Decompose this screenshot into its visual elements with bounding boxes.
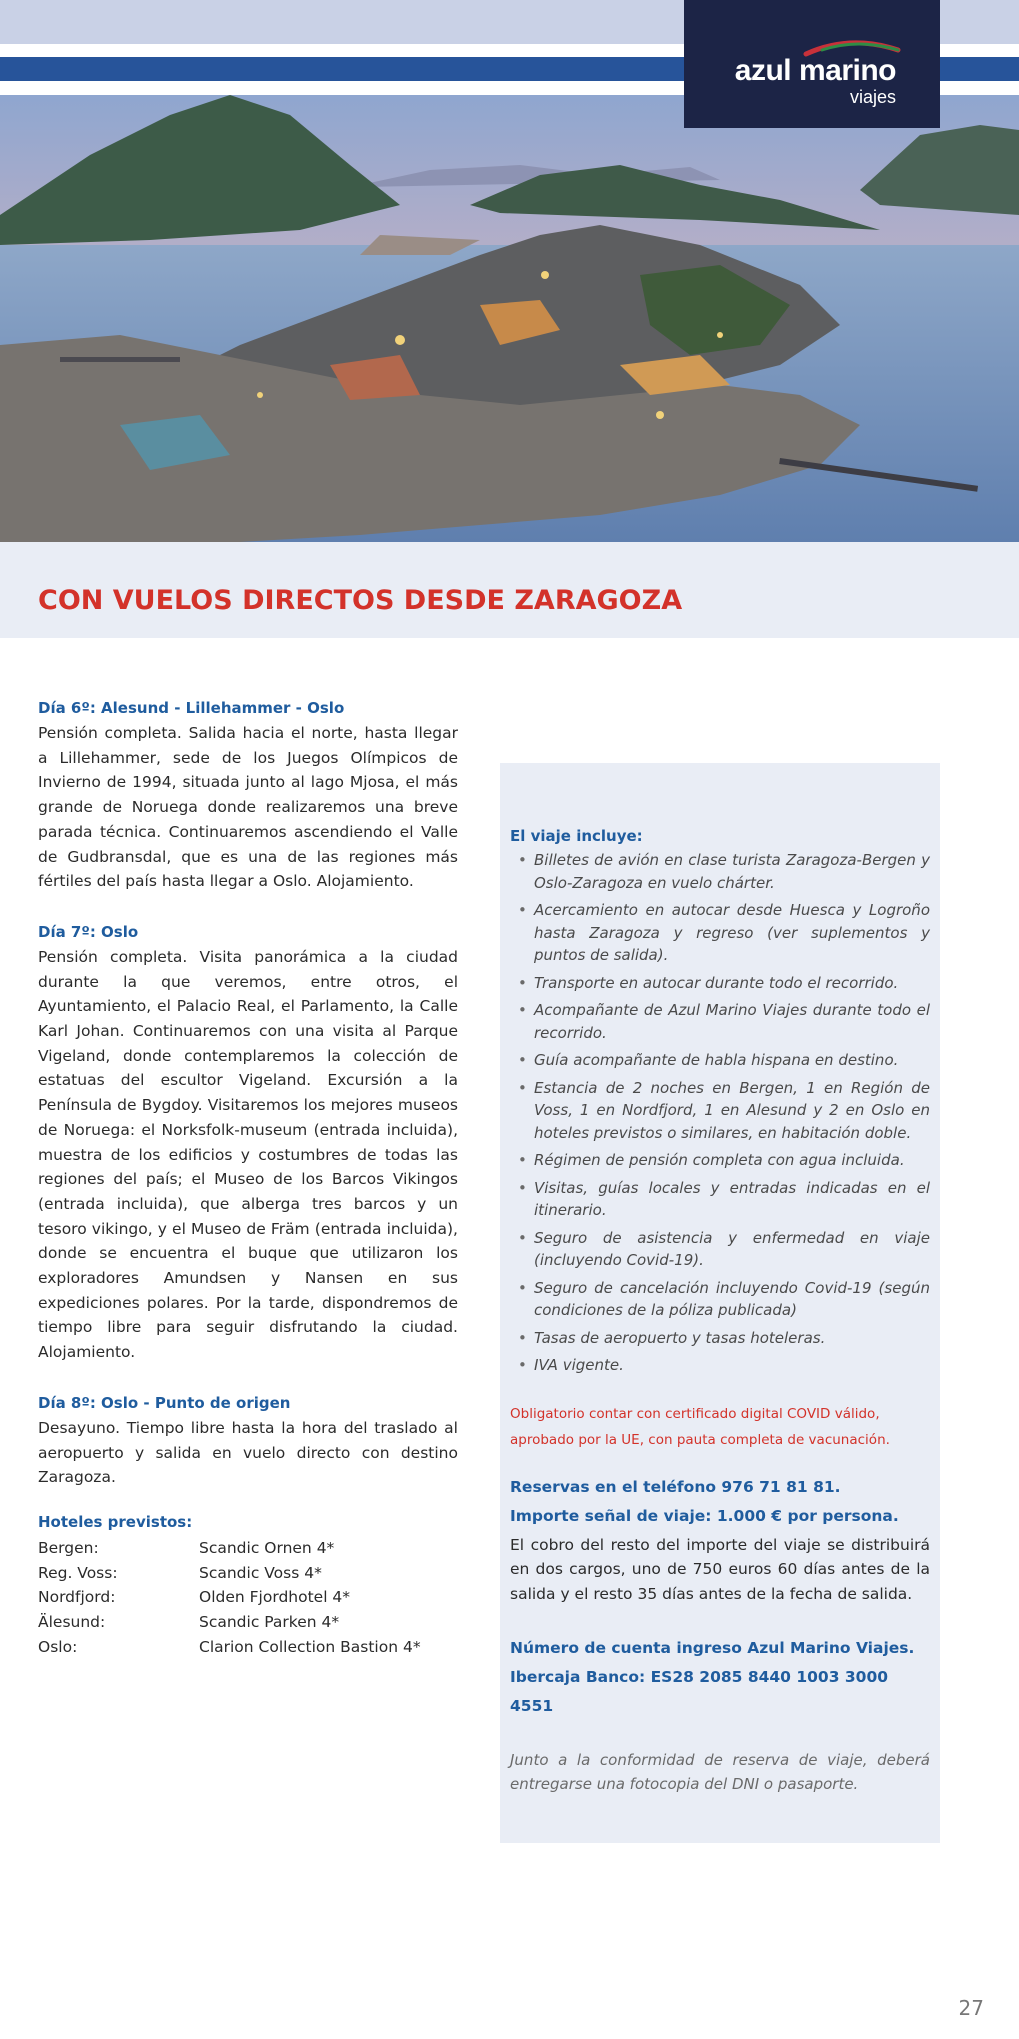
day-title: Día 7º: Oslo bbox=[38, 922, 139, 941]
hotels-section bbox=[38, 1511, 458, 1660]
includes-item: • Guía acompañante de habla hispana en destino. bbox=[510, 1049, 930, 1072]
day-8-section bbox=[38, 1392, 458, 1490]
document-note: Junto a la conformidad de reserva de viaje, deberá entregarse una fotocopia del DNI o pasaporte. bbox=[510, 1750, 930, 1793]
info-panel bbox=[500, 763, 940, 1843]
brand-logo bbox=[684, 0, 940, 128]
hotel-row bbox=[38, 1536, 458, 1561]
day-title: Día 8º: Oslo - Punto de origen bbox=[38, 1393, 291, 1412]
hotel-city: Älesund: bbox=[38, 1613, 106, 1632]
hotel-row bbox=[38, 1610, 458, 1635]
hotel-name: Scandic Ornen 4* bbox=[199, 1539, 335, 1557]
day-title: Día 6º: Alesund - Lillehammer - Oslo bbox=[38, 699, 345, 717]
includes-list bbox=[510, 849, 930, 1377]
account-title: Número de cuenta ingreso Azul Marino Viajes. bbox=[510, 1638, 915, 1657]
includes-item: • Transporte en autocar durante todo el recorrido. bbox=[510, 972, 930, 995]
includes-item: • Seguro de asistencia y enfermedad en viaje (incluyendo Covid-19). bbox=[510, 1227, 930, 1272]
logo-subtitle: viajes bbox=[849, 87, 896, 107]
logo-name: azul marino bbox=[734, 54, 896, 87]
hotels-title: Hoteles previstos: bbox=[38, 1513, 193, 1531]
includes-item: • Billetes de avión en clase turista Zaragoza-Bergen y Oslo-Zaragoza en vuelo chárter. bbox=[510, 849, 930, 894]
deposit-amount: Importe señal de viaje: 1.000 € por persona. bbox=[510, 1506, 899, 1525]
includes-item: • Acompañante de Azul Marino Viajes durante todo el recorrido. bbox=[510, 999, 930, 1044]
includes-item: • Régimen de pensión completa con agua incluida. bbox=[510, 1149, 930, 1172]
alesund-illustration bbox=[0, 95, 1019, 542]
account-number: Ibercaja Banco: ES28 2085 8440 1003 3000 4551 bbox=[510, 1667, 889, 1715]
hotel-city: Oslo: bbox=[38, 1637, 78, 1656]
includes-item: • Seguro de cancelación incluyendo Covid-19 (según condiciones de la póliza publicada) bbox=[510, 1277, 930, 1322]
hotel-row bbox=[38, 1635, 458, 1660]
includes-item: • Visitas, guías locales y entradas indicadas en el itinerario. bbox=[510, 1177, 930, 1222]
destination-photo bbox=[0, 95, 1019, 542]
day-6-section bbox=[38, 697, 458, 894]
day-7-section bbox=[38, 921, 458, 1365]
includes-item: • Acercamiento en autocar desde Huesca y Logroño hasta Zaragoza y regreso (ver suplementos y puntos de salida). bbox=[510, 899, 930, 967]
includes-title: El viaje incluye: bbox=[510, 827, 643, 845]
includes-item: • Estancia de 2 noches en Bergen, 1 en Región de Voss, 1 en Nordfjord, 1 en Alesund y 2 en Oslo en hoteles previstos o similares, en habitación doble. bbox=[510, 1077, 930, 1145]
hotel-name: Scandic Parken 4* bbox=[199, 1613, 340, 1632]
page-number: 27 bbox=[958, 1996, 984, 2020]
includes-item: • IVA vigente. bbox=[510, 1354, 930, 1377]
payment-terms: El cobro del resto del importe del viaje se distribuirá en dos cargos, uno de 750 euros 60 días antes de la salida y el resto 35 días antes de la fecha de salida. bbox=[510, 1535, 930, 1603]
covid-notice: Obligatorio contar con certificado digital COVID válido, aprobado por la UE, con pauta completa de vacunación. bbox=[510, 1405, 890, 1448]
hotel-row bbox=[38, 1585, 458, 1610]
hotel-row bbox=[38, 1561, 458, 1586]
hotel-name: Clarion Collection Bastion 4* bbox=[199, 1637, 421, 1656]
day-text: Desayuno. Tiempo libre hasta la hora del traslado al aeropuerto y salida en vuelo directo con destino Zaragoza. bbox=[38, 1418, 458, 1487]
reservation-phone: Reservas en el teléfono 976 71 81 81. bbox=[510, 1477, 841, 1496]
includes-item: • Tasas de aeropuerto y tasas hoteleras. bbox=[510, 1327, 930, 1350]
itinerary-column bbox=[38, 697, 458, 1517]
hotel-name: Olden Fjordhotel 4* bbox=[199, 1588, 351, 1607]
hotel-name: Scandic Voss 4* bbox=[199, 1563, 322, 1582]
hotel-city: Bergen: bbox=[38, 1539, 99, 1557]
hotel-city: Reg. Voss: bbox=[38, 1563, 118, 1582]
day-text: Pensión completa. Visita panorámica a la ciudad durante la que veremos, entre otros, el Ayuntamiento, el Palacio Real, el Parlamento, la Calle Karl Johan. Continuaremos con una visita al Parque Vigeland, donde contemplaremos la colección de estatuas del escultor Vigeland. Excursión a la Península de Bygdoy. Visitaremos los mejores museos de Noruega: el Norksfolk-museum (entrada incluida), muestra de los edificios y costumbres de todas las regiones del país; el Museo de los Barcos Vikingos (entrada incluida), que alberga tres barcos y un tesoro vikingo, y el Museo de Främ (entrada incluida), donde se encuentra el buque que utilizaron los exploradores Amundsen y Nansen en sus expediciones polares. Por la tarde, dispondremos de tiempo libre para seguir disfrutando la ciudad. Alojamiento. bbox=[38, 947, 458, 1362]
hotel-city: Nordfjord: bbox=[38, 1588, 116, 1607]
page-title: CON VUELOS DIRECTOS DESDE ZARAGOZA bbox=[38, 585, 683, 616]
day-text: Pensión completa. Salida hacia el norte, hasta llegar a Lillehammer, sede de los Juegos Olímpicos de Invierno de 1994, situada junto al lago Mjosa, el más grande de Noruega donde realizaremos una breve parada técnica. Continuaremos ascendiendo el Valle de Gudbransdal, que es una de las regiones más fértiles del país hasta llegar a Oslo. Alojamiento. bbox=[38, 724, 458, 891]
